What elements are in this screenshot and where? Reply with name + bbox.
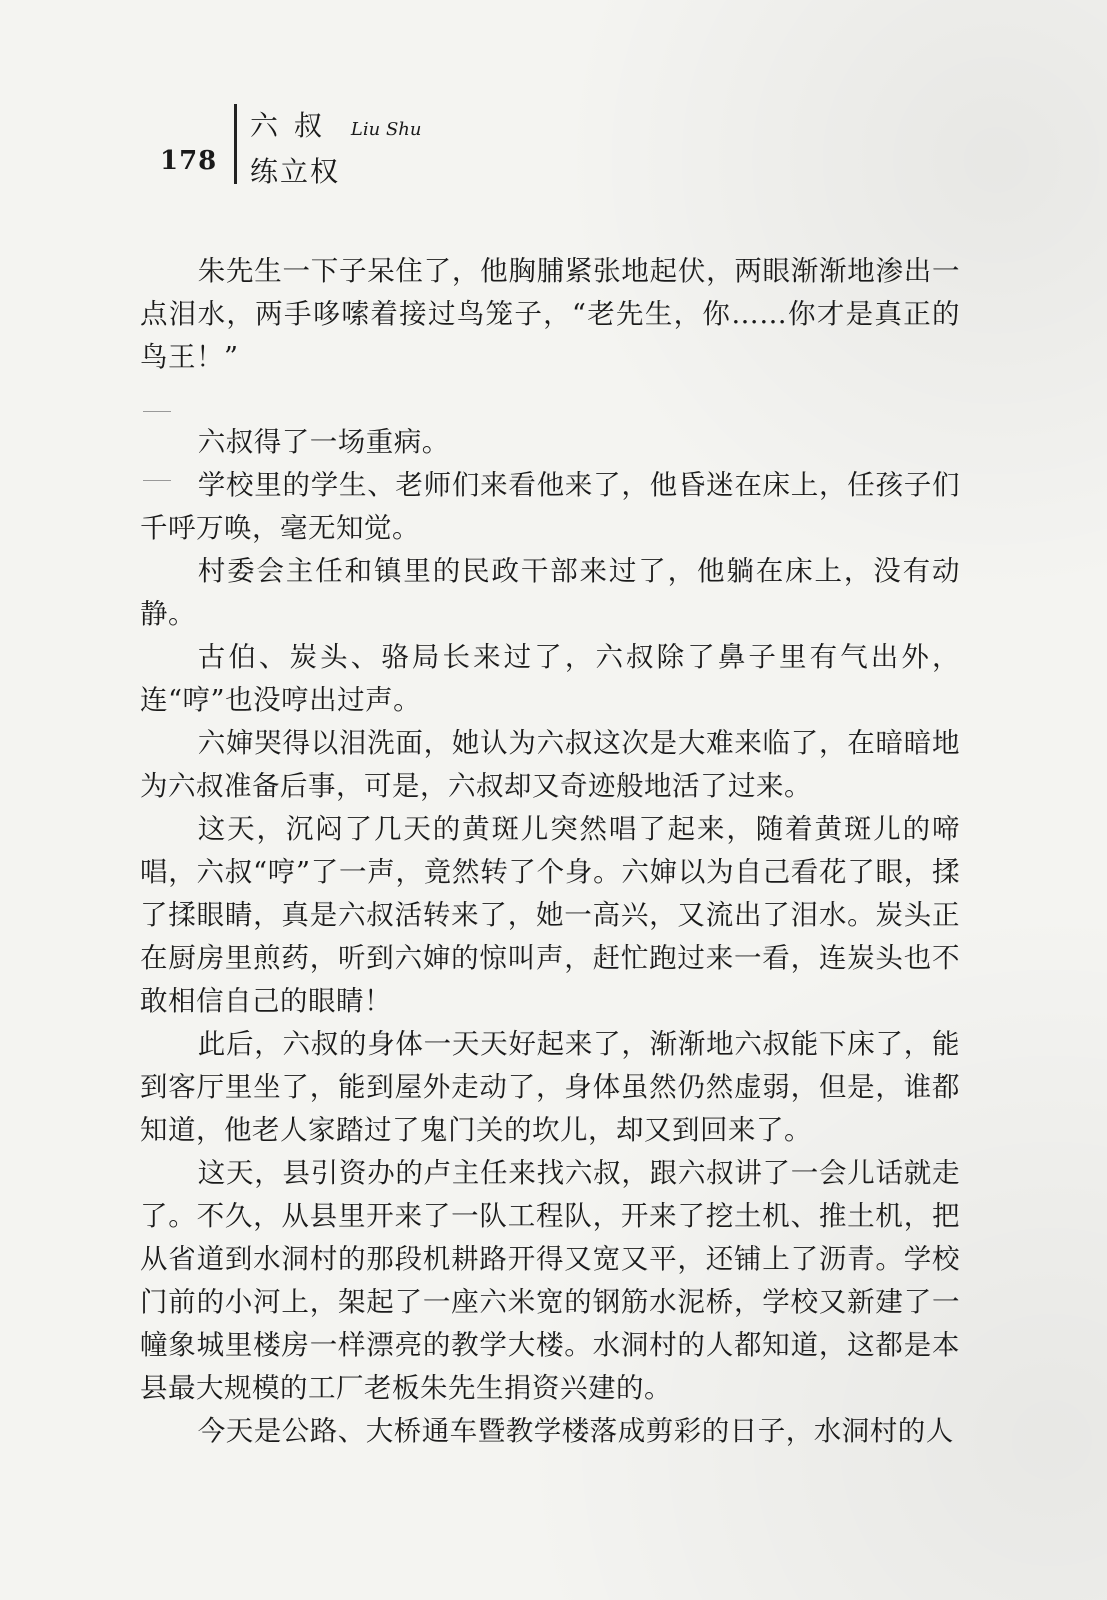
paragraph: 这天，县引资办的卢主任来找六叔，跟六叔讲了一会儿话就走了。不久，从县里开来了一队工程队，开来了挖土机、推土机，把从省道到水洞村的那段机耕路开得又宽又平，还铺上了沥青。学校门前的小河上，架起了一座六米宽的钢筋水泥桥，学校又新建了一幢象城里楼房一样漂亮的教学大楼。水洞村的人都知道，这都是本县最大规模的工厂老板朱先生捐资兴建的。 <box>140 1157 960 1404</box>
story-title <box>250 104 421 144</box>
paragraph: 村委会主任和镇里的民政干部来过了，他躺在床上，没有动静。 <box>140 555 960 630</box>
body-text <box>140 250 960 1453</box>
running-header <box>160 100 560 190</box>
paragraph: 这天，沉闷了几天的黄斑儿突然唱了起来，随着黄斑儿的啼唱，六叔“哼”了一声，竟然转了个身。六婶以为自己看花了眼，揉了揉眼睛，真是六叔活转来了，她一高兴，又流出了泪水。炭头正在厨房里煎药，听到六婶的惊叫声，赶忙跑过来一看，连炭头也不敢相信自己的眼睛！ <box>140 813 960 1017</box>
paragraph: 六叔得了一场重病。 <box>197 426 450 458</box>
paragraph: 此后，六叔的身体一天天好起来了，渐渐地六叔能下床了，能到客厅里坐了，能到屋外走动了，身体虽然仍然虚弱，但是，谁都知道，他老人家踏过了鬼门关的坎儿，却又到回来了。 <box>140 1028 960 1146</box>
paragraph: 六婶哭得以泪洗面，她认为六叔这次是大难来临了，在暗暗地为六叔准备后事，可是，六叔却又奇迹般地活了过来。 <box>140 727 960 802</box>
paragraph: 今天是公路、大桥通车暨教学楼落成剪彩的日子，水洞村的人 <box>197 1415 954 1447</box>
story-title-pinyin: Liu Shu <box>350 119 422 140</box>
header-divider <box>234 104 237 184</box>
paragraph: 古伯、炭头、骆局长来过了，六叔除了鼻子里有气出外，连“哼”也没哼出过声。 <box>140 641 960 716</box>
page-number: 178 <box>160 146 218 176</box>
story-title-chinese: 六叔 <box>250 109 339 142</box>
author-name: 练立权 <box>250 155 341 188</box>
paragraph: 学校里的学生、老师们来看他来了，他昏迷在床上，任孩子们千呼万唤，毫无知觉。 <box>140 469 960 544</box>
paragraph: 朱先生一下子呆住了，他胸脯紧张地起伏，两眼渐渐地渗出一点泪水，两手哆嗦着接过鸟笼子，“老先生，你……你才是真正的鸟王！” <box>140 255 960 373</box>
